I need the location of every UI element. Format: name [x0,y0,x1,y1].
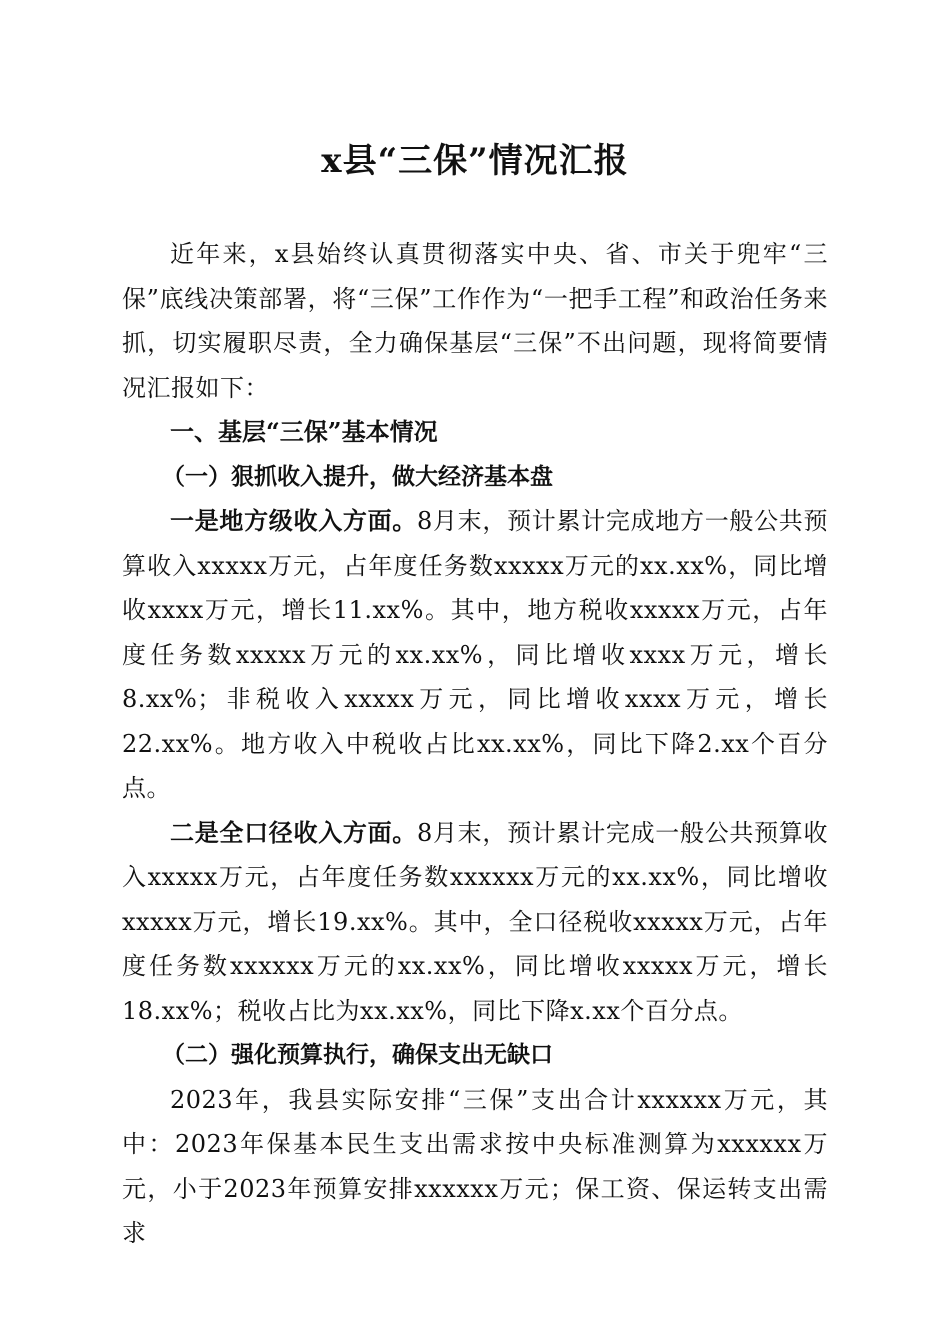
subsection-heading-1: （一）狠抓收入提升，做大经济基本盘 [162,462,553,490]
paragraph-text-local-revenue: 8月末，预计累计完成地方一般公共预算收入xxxxx万元，占年度任务数xxxxx万元的xx.xx%，同比增收xxxx万元，增长11.xx%。其中，地方税收xxxxx万元，占年度任务数xxxxx万元的xx.xx%，同比增收xxxx万元，增长8.xx%；非税收入xxxxx万元，同比增收xxxx万元，增长22.xx%。地方收入中税收占比xx.xx%，同比下降2.xx个百分点。 [122,507,828,802]
paragraph-lead-total-revenue: 二是全口径收入方面。 [170,817,418,847]
intro-paragraph: 近年来，x县始终认真贯彻落实中央、省、市关于兜牢“三保”底线决策部署，将“三保”工作作为“一把手工程”和政治任务来抓，切实履职尽责，全力确保基层“三保”不出问题，现将简要情况汇报如下： [122,240,828,402]
document-body [122,232,828,1256]
section-heading-1: 一、基层“三保”基本情况 [170,417,438,446]
paragraph-text-total-revenue: 8月末，预计累计完成一般公共预算收入xxxxx万元，占年度任务数xxxxxx万元的xx.xx%，同比增收xxxxx万元，增长19.xx%。其中，全口径税收xxxxx万元，占年度任务数xxxxxx万元的xx.xx%，同比增收xxxxx万元，增长18.xx%；税收占比为xx.xx%，同比下降x.xx个百分点。 [122,818,828,1025]
paragraph-total-revenue [122,811,828,1034]
subsection-heading-2: （二）强化预算执行，确保支出无缺口 [162,1041,553,1068]
document-title: x县“三保”情况汇报 [321,141,629,181]
paragraph-local-revenue [122,499,828,811]
paragraph-expenditure: 2023年，我县实际安排“三保”支出合计xxxxxx万元，其中：2023年保基本民生支出需求按中央标准测算为xxxxxx万元，小于2023年预算安排xxxxxx万元；保工资、保运转支出需求 [122,1085,828,1247]
paragraph-lead-local-revenue: 一是地方级收入方面。 [170,506,418,535]
